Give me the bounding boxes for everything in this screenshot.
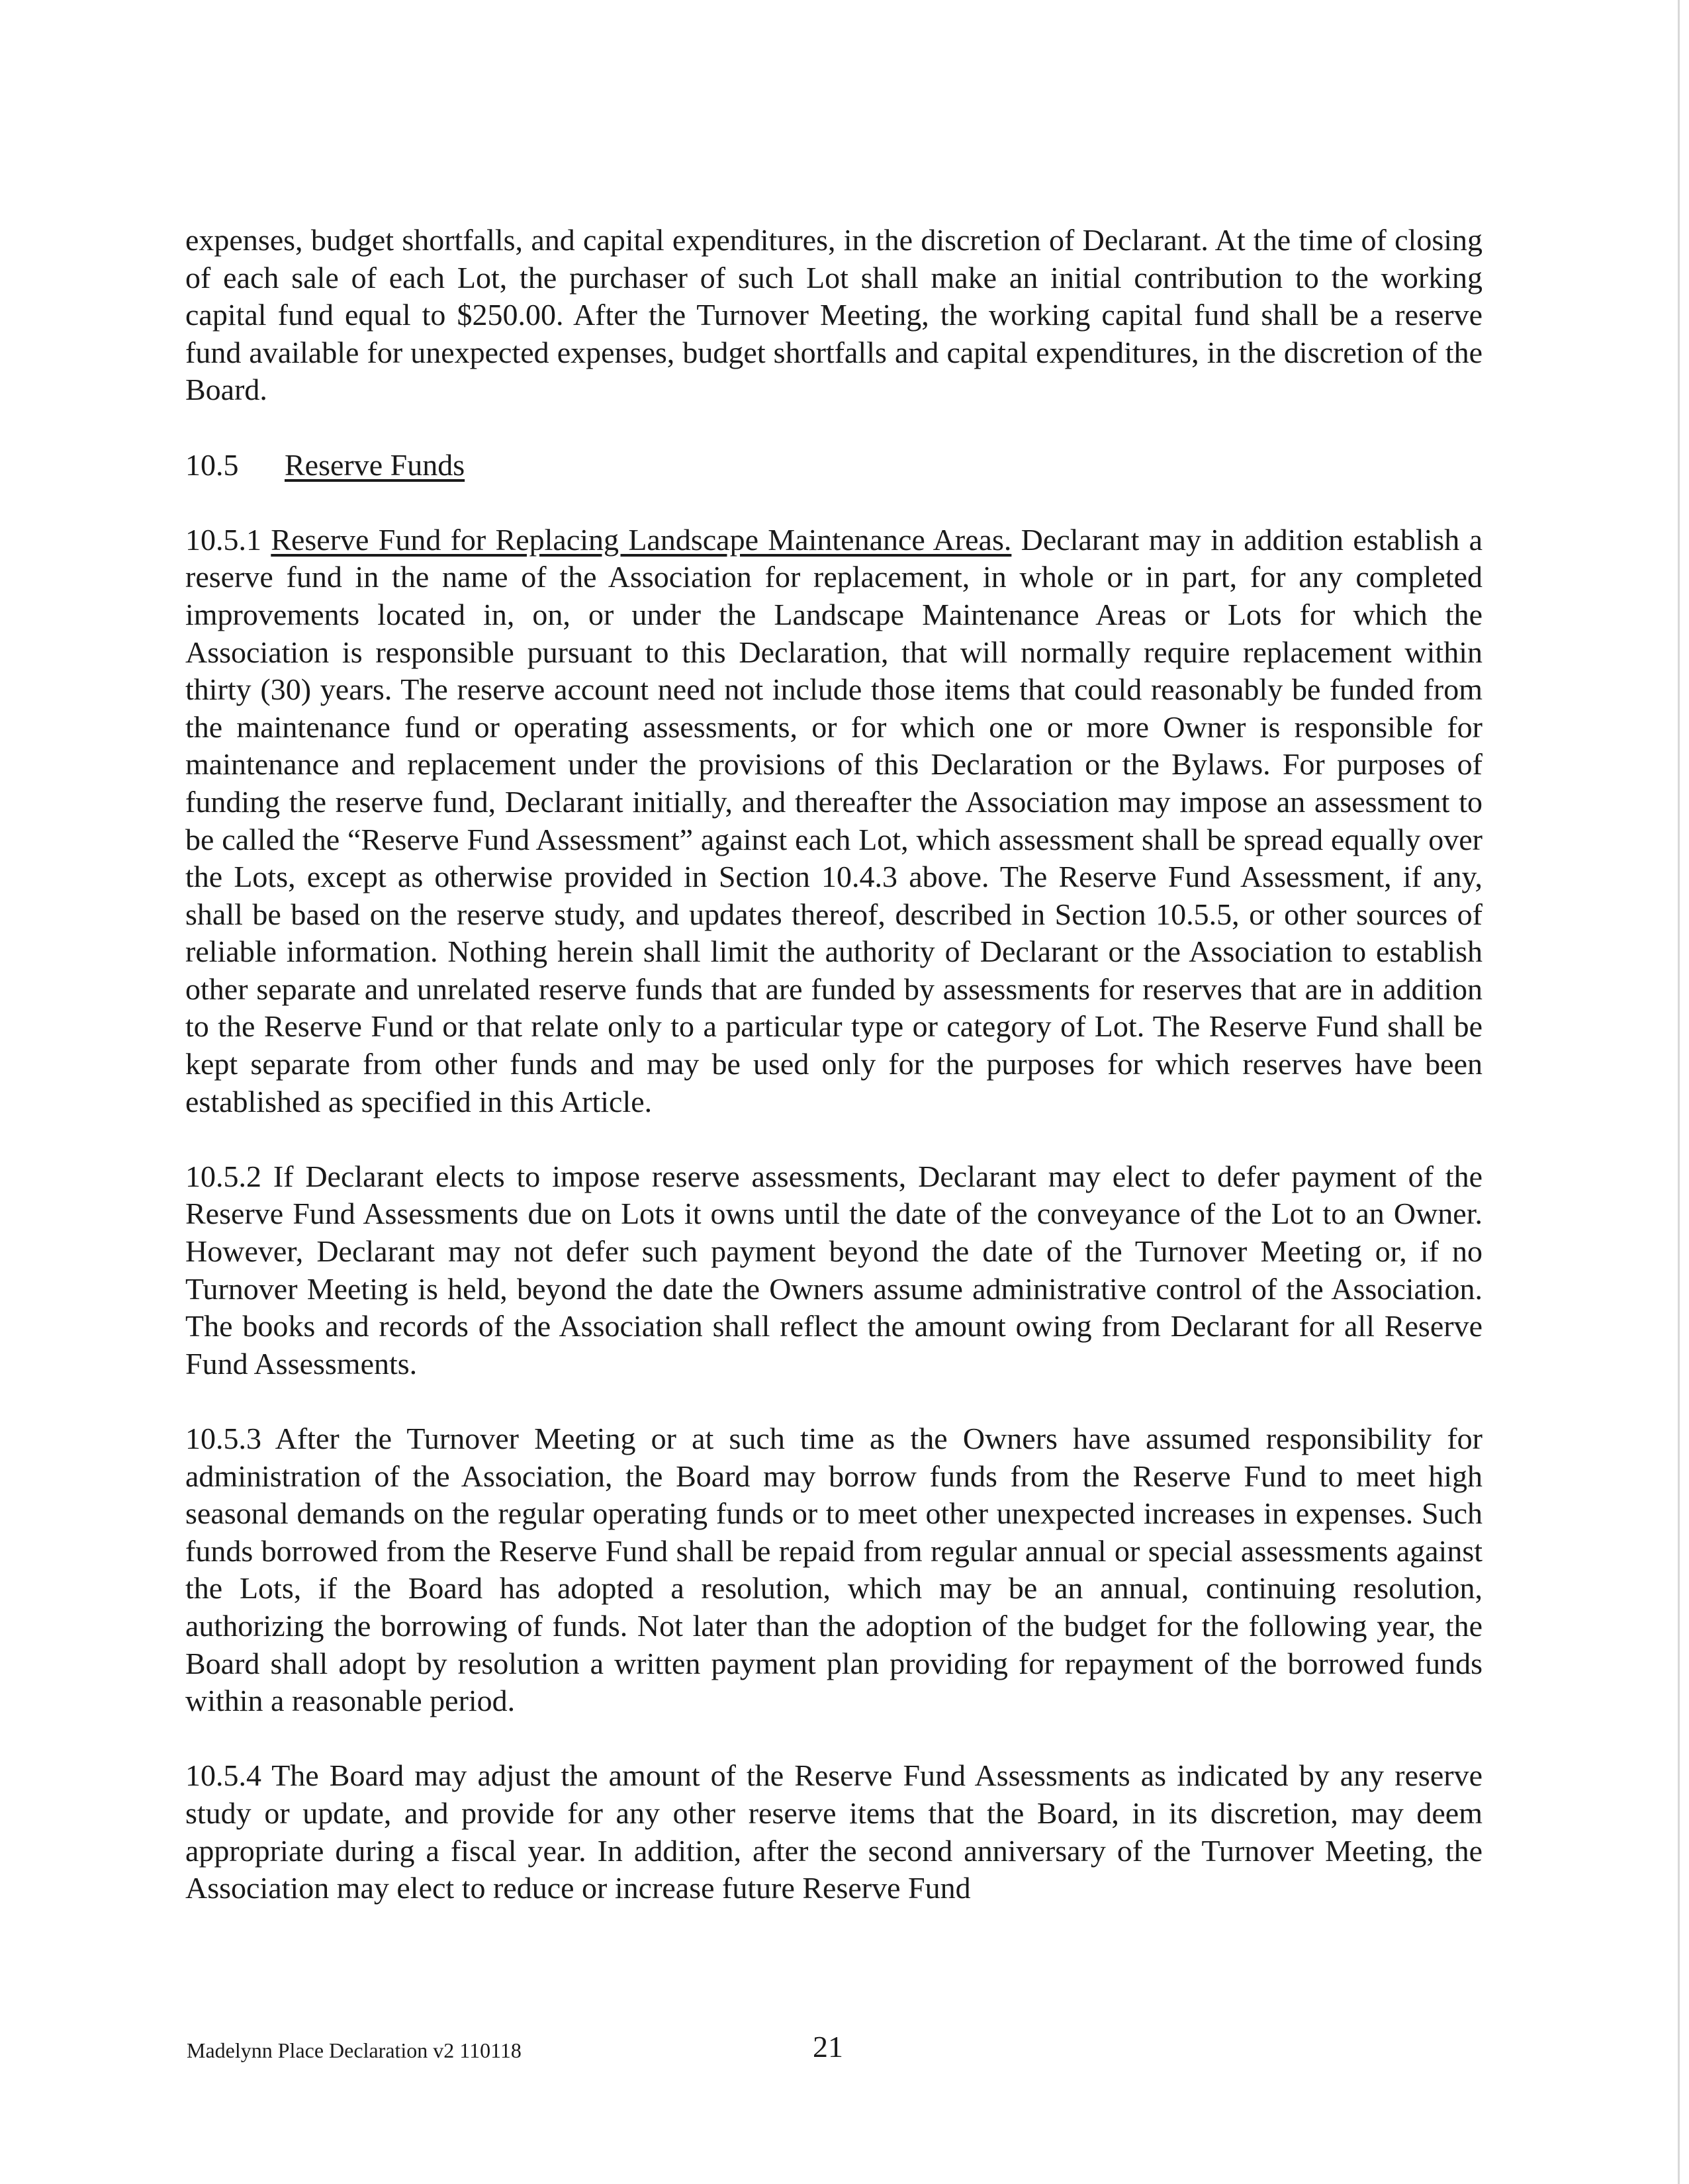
- section-number: 10.5: [185, 447, 239, 482]
- paragraph-10-5-3: 10.5.3 After the Turnover Meeting or at such time as the Owners have assumed responsibility for administration of the Association, the Board may borrow funds from the Reserve Fund to meet high seasonal demands on the regular operating funds or to meet other unexpected increases in expenses. Such funds borrowed from the Reserve Fund shall be repaid from regular annual or special assessments against the Lots, if the Board has adopted a resolution, which may be an annual, continuing resolution, authorizing the borrowing of funds. Not later than the adoption of the budget for the following year, the Board shall adopt by resolution a written payment plan providing for repayment of the borrowed funds within a reasonable period.: [185, 1422, 1483, 1718]
- paragraph-10-5-1: [185, 522, 1483, 1121]
- paragraph-10-5-4: 10.5.4 The Board may adjust the amount of the Reserve Fund Assessments as indicated by any reserve study or update, and provide for any other reserve items that the Board, in its discretion, may deem appropriate during a fiscal year. In addition, after the second anniversary of the Turnover Meeting, the Association may elect to reduce or increase future Reserve Fund: [185, 1758, 1483, 1905]
- paragraph-10-5-2: 10.5.2 If Declarant elects to impose reserve assessments, Declarant may elect to defer payment of the Reserve Fund Assessments due on Lots it owns until the date of the conveyance of the Lot to an Owner. However, Declarant may not defer such payment beyond the date of the Turnover Meeting or, if no Turnover Meeting is held, beyond the date the Owners assume administrative control of the Association. The books and records of the Association shall reflect the amount owing from Declarant for all Reserve Fund Assessments.: [185, 1159, 1483, 1381]
- page-edge-line: [1678, 0, 1680, 2184]
- section-text: Declarant may in addition establish a reserve fund in the name of the Association for replacement, in whole or in part, for any completed improvements located in, on, or under the Landscape Maintenance Areas or Lots for which the Association is responsible pursuant to this Declaration, that will normally require replacement within thirty (30) years. The reserve account need not include those items that could reasonably be funded from the maintenance fund or operating assessments, or for which one or more Owner is responsible for maintenance and replacement under the provisions of this Declaration or the Bylaws. For purposes of funding the reserve fund, Declarant initially, and thereafter the Association may impose an assessment to be called the “Reserve Fund Assessment” against each Lot, which assessment shall be spread equally over the Lots, except as otherwise provided in Section 10.4.3 above. The Reserve Fund Assessment, if any, shall be based on the reserve study, and updates thereof, described in Section 10.5.5, or other sources of reliable information. Nothing herein shall limit the authority of Declarant or the Association to establish other separate and unrelated reserve funds that are funded by assessments for reserves that are in addition to the Reserve Fund or that relate only to a particular type or category of Lot. The Reserve Fund shall be kept separate from other funds and may be used only for the purposes for which reserves have been established as specified in this Article.: [185, 522, 1483, 1118]
- section-title: Reserve Fund for Replacing Landscape Maintenance Areas.: [271, 522, 1012, 557]
- document-body: [185, 222, 1483, 1944]
- section-number: 10.5.1: [185, 522, 261, 557]
- paragraph-working-capital: expenses, budget shortfalls, and capital expenditures, in the discretion of Declarant. At the time of closing of each sale of each Lot, the purchaser of such Lot shall make an initial contribution to the working capital fund equal to $250.00. After the Turnover Meeting, the working capital fund shall be a reserve fund available for unexpected expenses, budget shortfalls and capital expenditures, in the discretion of the Board.: [185, 223, 1483, 407]
- section-title: Reserve Funds: [285, 447, 465, 482]
- section-heading-10-5: [185, 447, 1483, 484]
- footer-document-id: Madelynn Place Declaration v2 110118: [187, 2038, 522, 2062]
- footer-page-number: 21: [813, 2030, 843, 2064]
